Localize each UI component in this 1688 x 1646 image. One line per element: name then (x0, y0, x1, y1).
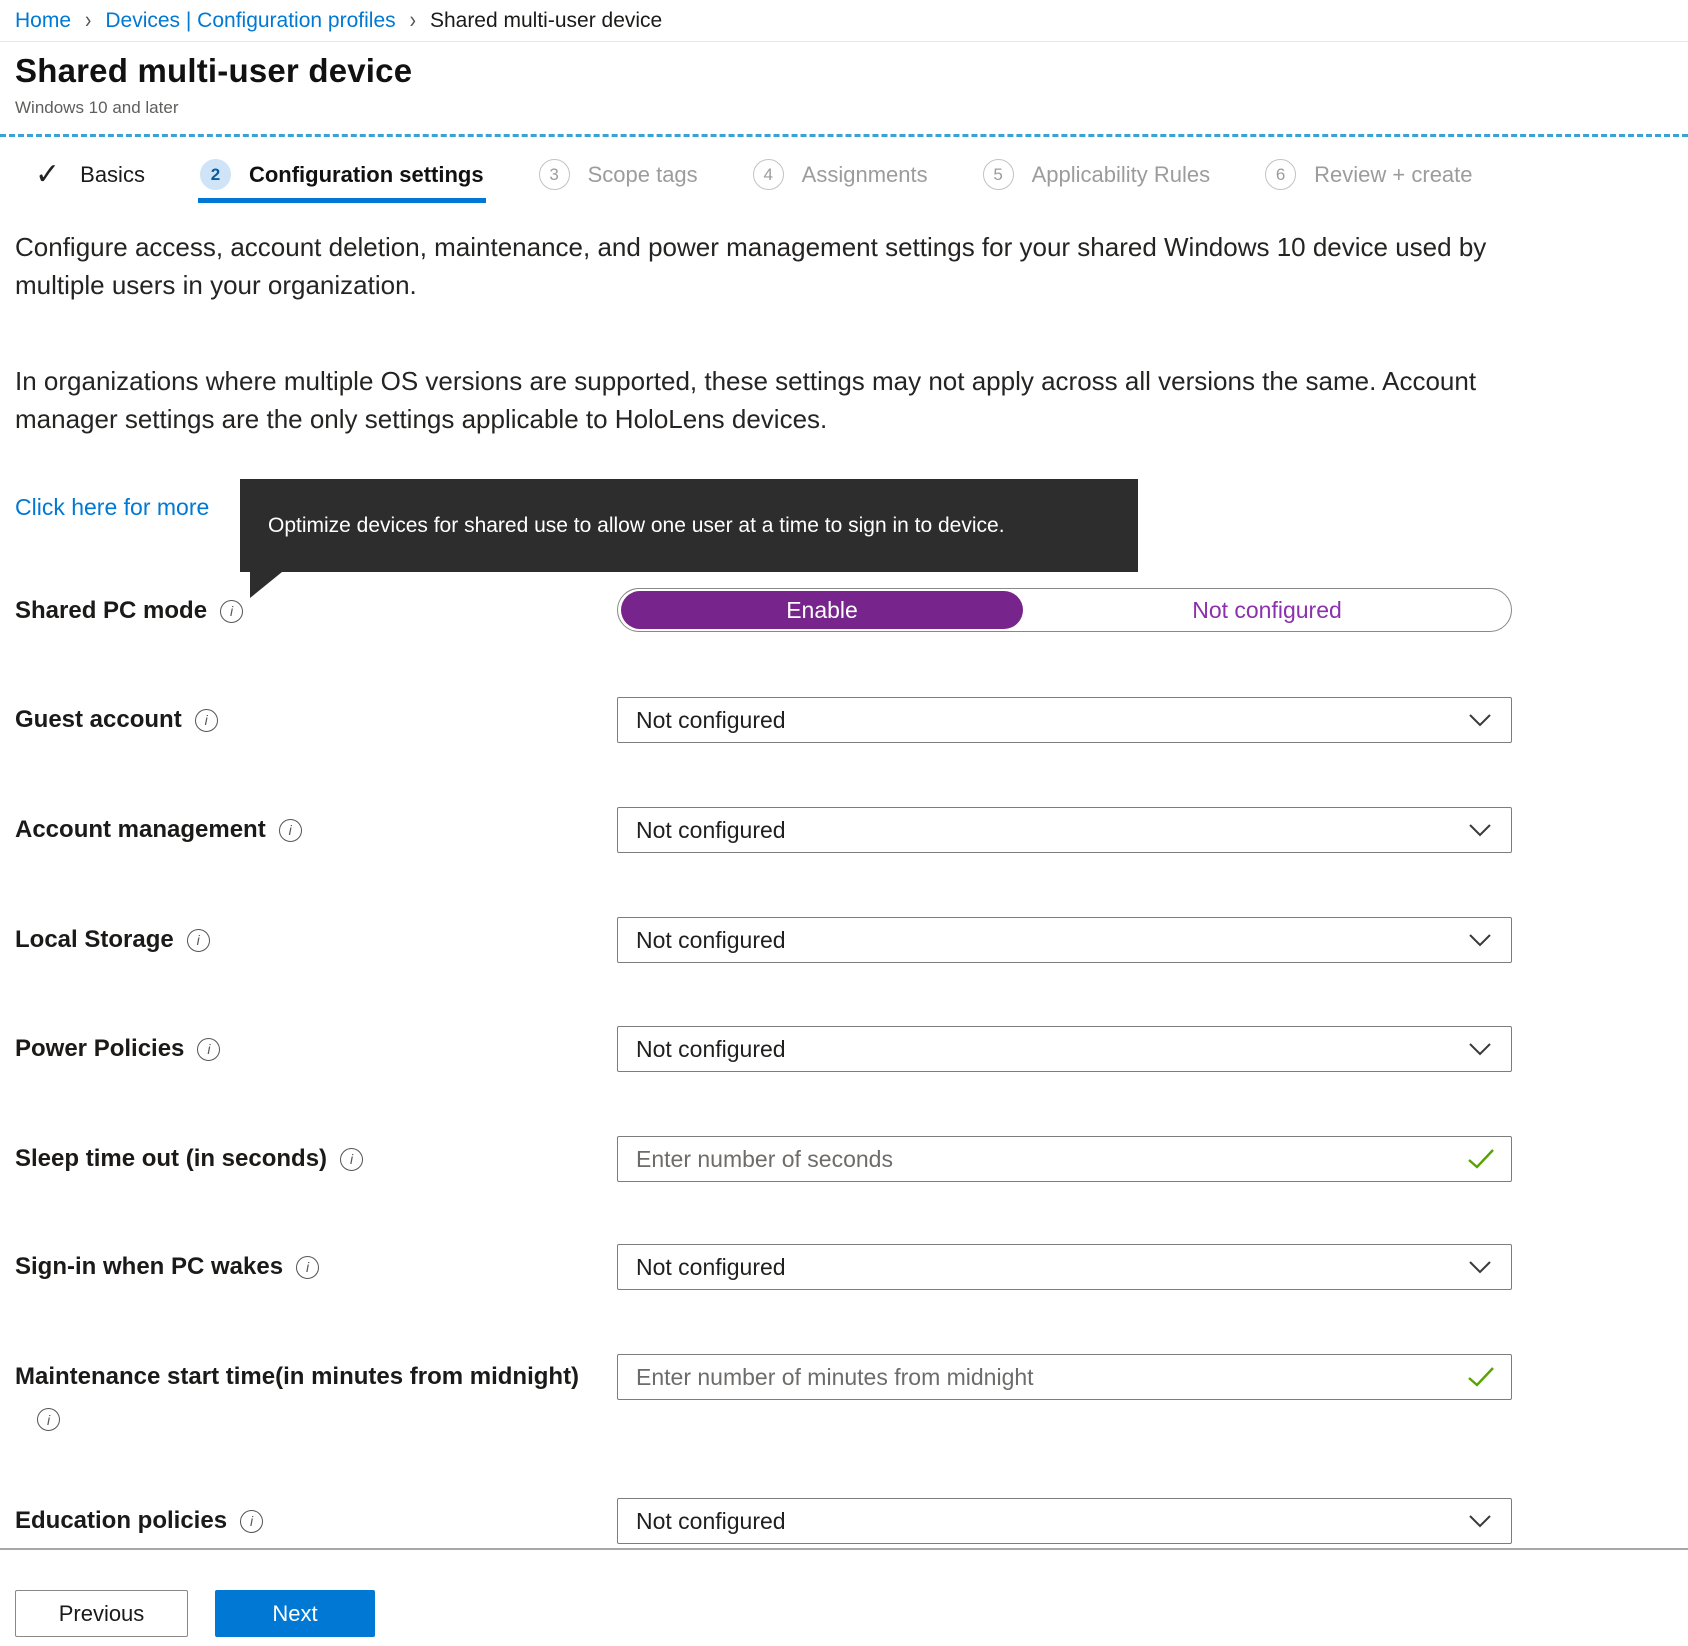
maintenance-start-time-field (617, 1354, 1512, 1400)
chevron-down-icon (1469, 714, 1491, 727)
setting-label (15, 1136, 363, 1182)
sleep-time-out-field (617, 1136, 1512, 1182)
breadcrumb (0, 0, 1688, 42)
step-number-badge: 4 (753, 159, 784, 190)
setting-row-account-management (0, 807, 1688, 853)
sleep-time-out-input[interactable] (618, 1137, 1511, 1181)
info-icon[interactable]: i (220, 600, 243, 623)
setting-row-education-policies (0, 1498, 1688, 1544)
chevron-down-icon (1469, 824, 1491, 837)
chevron-down-icon (1469, 1515, 1491, 1528)
step-number-badge: 6 (1265, 159, 1296, 190)
setting-row-guest-account (0, 697, 1688, 743)
next-button[interactable]: Next (215, 1590, 375, 1637)
info-icon[interactable]: i (197, 1038, 220, 1061)
setting-label-text: Power Policies (15, 1035, 185, 1062)
learn-more-link[interactable]: Click here for more (15, 494, 210, 520)
setting-row-maintenance-start-time (0, 1354, 1688, 1428)
setting-label-text: Education policies (15, 1507, 228, 1534)
footer-actions (15, 1590, 375, 1637)
step-number-badge: 2 (200, 159, 231, 190)
tab-basics[interactable] (35, 146, 145, 203)
toggle-option-not-configured[interactable]: Not configured (1192, 596, 1342, 623)
setting-label-text: Sign-in when PC wakes (15, 1253, 284, 1280)
tab-assignments[interactable] (753, 146, 928, 203)
maintenance-start-time-input[interactable] (618, 1355, 1511, 1399)
setting-label-text: Guest account (15, 706, 182, 733)
toggle-option-enable[interactable]: Enable (621, 591, 1023, 629)
valid-check-icon (1467, 1366, 1495, 1388)
footer-divider (0, 1548, 1688, 1550)
dropdown-value: Not configured (636, 926, 786, 953)
tab-label: Configuration settings (248, 161, 484, 187)
tab-label: Assignments (801, 161, 928, 187)
chevron-down-icon (1469, 1043, 1491, 1056)
setting-label (15, 917, 210, 963)
info-icon[interactable]: i (296, 1256, 319, 1279)
tab-applicability-rules[interactable] (983, 146, 1211, 203)
previous-button[interactable]: Previous (15, 1590, 188, 1637)
local-storage-dropdown[interactable] (617, 917, 1512, 963)
setting-label (15, 1498, 263, 1544)
tab-label: Review + create (1314, 161, 1473, 187)
guest-account-dropdown[interactable] (617, 697, 1512, 743)
info-icon[interactable]: i (240, 1510, 263, 1533)
power-policies-dropdown[interactable] (617, 1026, 1512, 1072)
info-icon[interactable]: i (279, 819, 302, 842)
tooltip (240, 479, 1138, 572)
setting-label (15, 1354, 579, 1432)
sign-in-when-pc-wakes-dropdown[interactable] (617, 1244, 1512, 1290)
setting-row-sleep-time-out (0, 1136, 1688, 1182)
info-icon[interactable]: i (187, 929, 210, 952)
valid-check-icon (1467, 1148, 1495, 1170)
breadcrumb-chevron-icon: › (409, 6, 416, 33)
dropdown-value: Not configured (636, 1253, 786, 1280)
breadcrumb-current-page: Shared multi-user device (429, 8, 663, 32)
step-number-badge: 3 (539, 159, 570, 190)
tab-label: Scope tags (587, 161, 698, 187)
wizard-steps (35, 146, 1688, 203)
setting-label (15, 807, 302, 853)
setting-label-text: Shared PC mode (15, 597, 208, 624)
dropdown-value: Not configured (636, 1035, 786, 1062)
page-subtitle: Windows 10 and later (15, 98, 179, 117)
intro-paragraph-1: Configure access, account deletion, maintenance, and power management settings for your shared Windows 10 device used by multiple users in your organization. (15, 232, 1487, 300)
tab-configuration-settings[interactable] (200, 146, 484, 203)
info-icon[interactable]: i (195, 709, 218, 732)
page-header (15, 52, 412, 118)
step-number-badge: 5 (983, 159, 1014, 190)
setting-row-power-policies (0, 1026, 1688, 1072)
setting-label (15, 588, 243, 634)
page-title: Shared multi-user device (15, 52, 413, 89)
intro-paragraph-2: In organizations where multiple OS versions are supported, these settings may not apply across all versions the same. Account manager settings are the only settings applicable to HoloLens devices. (15, 366, 1477, 434)
setting-label (15, 697, 218, 743)
setting-label-text: Local Storage (15, 926, 174, 953)
setting-label-text: Sleep time out (in seconds) (15, 1145, 328, 1172)
setting-label-text: Account management (15, 816, 266, 843)
setting-row-local-storage (0, 917, 1688, 963)
dropdown-value: Not configured (636, 1507, 786, 1534)
setting-label (15, 1244, 319, 1290)
setting-label-text: Maintenance start time(in minutes from midnight) (15, 1363, 580, 1390)
shared-pc-mode-toggle (617, 588, 1512, 632)
chevron-down-icon (1469, 1261, 1491, 1274)
dropdown-value: Not configured (636, 816, 786, 843)
breadcrumb-home[interactable]: Home (15, 8, 72, 32)
tooltip-text: Optimize devices for shared use to allow one user at a time to sign in to device. (268, 513, 1005, 537)
chevron-down-icon (1469, 934, 1491, 947)
completed-check-icon: ✓ (35, 158, 61, 191)
education-policies-dropdown[interactable] (617, 1498, 1512, 1544)
setting-row-sign-in-when-pc-wakes (0, 1244, 1688, 1290)
dropdown-value: Not configured (636, 706, 786, 733)
tab-scope-tags[interactable] (539, 146, 698, 203)
info-icon[interactable]: i (37, 1408, 60, 1431)
tab-label: Basics (80, 161, 145, 187)
toggle-group (617, 588, 1512, 632)
breadcrumb-devices-configuration-profiles[interactable]: Devices | Configuration profiles (105, 8, 396, 32)
breadcrumb-chevron-icon: › (85, 6, 92, 33)
info-icon[interactable]: i (340, 1148, 363, 1171)
dashed-divider (0, 134, 1688, 137)
tab-review-create[interactable] (1265, 146, 1472, 203)
account-management-dropdown[interactable] (617, 807, 1512, 853)
setting-label (15, 1026, 220, 1072)
tab-label: Applicability Rules (1031, 161, 1211, 187)
